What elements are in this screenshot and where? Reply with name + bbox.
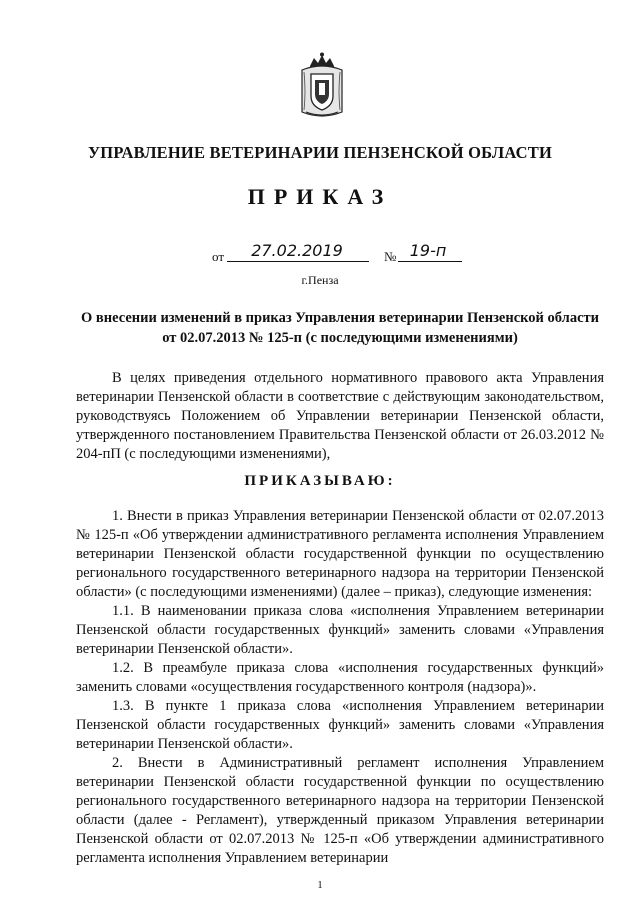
paragraph: 1.2. В преамбуле приказа слова «исполнения государственных функций» заменить словами «осуществления государственного контроля (надзора)». <box>76 660 604 695</box>
organization-name: УПРАВЛЕНИЕ ВЕТЕРИНАРИИ ПЕНЗЕНСКОЙ ОБЛАСТИ <box>87 143 553 162</box>
order-items <box>76 507 604 868</box>
number-value: 19-п <box>409 241 447 260</box>
coat-of-arms-icon <box>296 52 348 120</box>
date-prefix: от <box>212 249 225 264</box>
date-value: 27.02.2019 <box>251 241 343 260</box>
paragraph: 1.1. В наименовании приказа слова «исполнения Управлением ветеринарии Пензенской области государственных функций» заменить словами «Управления ветеринарии Пензенской области». <box>76 603 604 657</box>
page-number: 1 <box>317 879 323 891</box>
subject-heading: О внесении изменений в приказ Управления ветеринарии Пензенской области от 02.07.2013 № 125-п (с последующими изменениями) <box>81 310 599 346</box>
number-underline <box>398 261 462 262</box>
date-number-line <box>0 241 640 269</box>
preamble <box>76 369 604 464</box>
order-word: ПРИКАЗЫВАЮ: <box>244 473 396 489</box>
preamble-text: В целях приведения отдельного нормативного правового акта Управления ветеринарии Пензенской области в соответствие с действующим законодательством, руководствуясь Положением об Управлении ветеринарии Пензенской области, утвержденного постановлением Правительства Пензенской области от 26.03.2012 № 204-пП (с последующими изменениями), <box>76 370 604 462</box>
paragraph: 1.3. В пункте 1 приказа слова «исполнения Управлением ветеринарии Пензенской области государственных функций» заменить словами «Управления ветеринарии Пензенской области». <box>76 698 604 752</box>
paragraph: 1. Внести в приказ Управления ветеринарии Пензенской области от 02.07.2013 № 125-п «Об утверждении административного регламента исполнения Управлением ветеринарии Пензенской области государственной функции по осуществлению регионального государственного ветеринарного надзора на территории Пензенской области» (с последующими изменениями) (далее – приказ), следующие изменения: <box>76 508 604 600</box>
document-type: ПРИКАЗ <box>247 184 393 209</box>
city: г.Пенза <box>301 273 339 287</box>
number-prefix: № <box>384 249 397 264</box>
paragraph: 2. Внести в Административный регламент исполнения Управлением ветеринарии Пензенской области государственной функции по осуществлению регионального государственного ветеринарного надзора на территории Пензенской области (далее - Регламент), утвержденный приказом Управления ветеринарии Пензенской области от 02.07.2013 № 125-п «Об утверждении административного регламента исполнения Управлением ветеринарии <box>76 755 604 866</box>
date-underline <box>227 261 369 262</box>
